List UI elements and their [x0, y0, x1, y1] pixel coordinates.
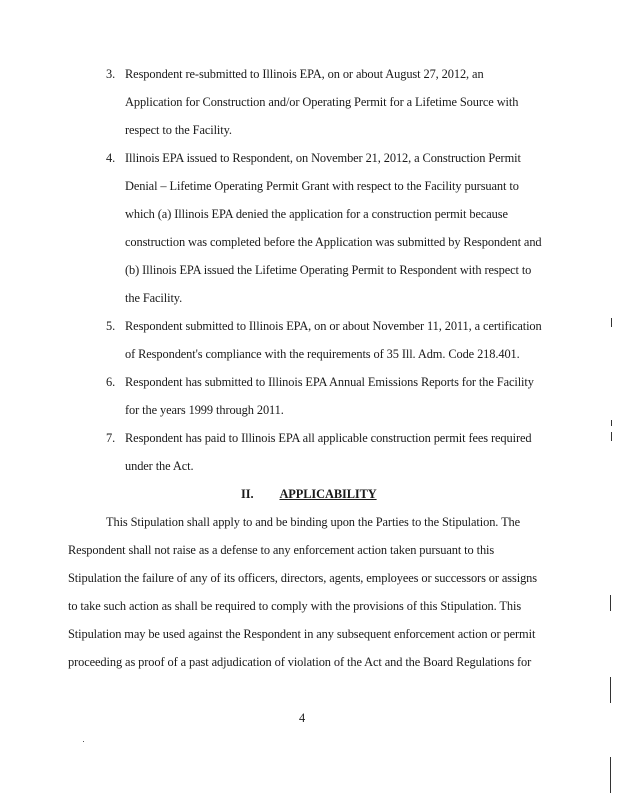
item-text-line: under the Act.	[125, 459, 194, 473]
scan-mark	[610, 595, 611, 611]
page-number: 4	[299, 711, 306, 725]
item-number: 5.	[106, 319, 116, 333]
section-numeral: II.	[241, 487, 254, 501]
item-text-line: (b) Illinois EPA issued the Lifetime Operating Permit to Respondent with respect to	[125, 263, 532, 277]
item-text-line: which (a) Illinois EPA denied the application for a construction permit because	[125, 207, 508, 221]
item-text-line: respect to the Facility.	[125, 123, 232, 137]
item-number: 3.	[106, 67, 116, 81]
item-text-line: for the years 1999 through 2011.	[125, 403, 284, 417]
scan-mark	[611, 432, 612, 441]
item-number: 6.	[106, 375, 116, 389]
item-number: 4.	[106, 151, 116, 165]
item-number: 7.	[106, 431, 116, 445]
section-heading	[241, 487, 377, 501]
item-text-line: Denial – Lifetime Operating Permit Grant with respect to the Facility pursuant to	[125, 179, 519, 193]
item-text-line: Respondent re-submitted to Illinois EPA, on or about August 27, 2012, an	[125, 67, 484, 81]
item-text-line: Respondent submitted to Illinois EPA, on or about November 11, 2011, a certification	[125, 319, 542, 333]
scan-mark	[610, 757, 611, 793]
paragraph-line: Stipulation may be used against the Respondent in any subsequent enforcement action or permit	[68, 627, 536, 641]
paragraph-line: to take such action as shall be required to comply with the provisions of this Stipulation. This	[68, 599, 522, 613]
item-text-line: construction was completed before the Application was submitted by Respondent and	[125, 235, 542, 249]
paragraph-line: Respondent shall not raise as a defense to any enforcement action taken pursuant to this	[68, 543, 495, 557]
scan-speck	[83, 741, 84, 742]
item-text-line: Application for Construction and/or Operating Permit for a Lifetime Source with	[125, 95, 519, 109]
section-title: APPLICABILITY	[279, 487, 377, 501]
scan-mark	[611, 420, 612, 426]
item-text-line: of Respondent's compliance with the requirements of 35 Ill. Adm. Code 218.401.	[125, 347, 520, 361]
item-text-line: Respondent has paid to Illinois EPA all applicable construction permit fees required	[125, 431, 532, 445]
item-text-line: Illinois EPA issued to Respondent, on November 21, 2012, a Construction Permit	[125, 151, 521, 165]
scan-mark	[610, 677, 611, 703]
paragraph-line: Stipulation the failure of any of its officers, directors, agents, employees or successors or assigns	[68, 571, 538, 585]
paragraph-line: This Stipulation shall apply to and be binding upon the Parties to the Stipulation. The	[106, 515, 521, 529]
item-text-line: Respondent has submitted to Illinois EPA Annual Emissions Reports for the Facility	[125, 375, 534, 389]
item-text-line: the Facility.	[125, 291, 183, 305]
scan-mark	[611, 318, 612, 327]
paragraph-line: proceeding as proof of a past adjudication of violation of the Act and the Board Regulations for	[68, 655, 532, 669]
